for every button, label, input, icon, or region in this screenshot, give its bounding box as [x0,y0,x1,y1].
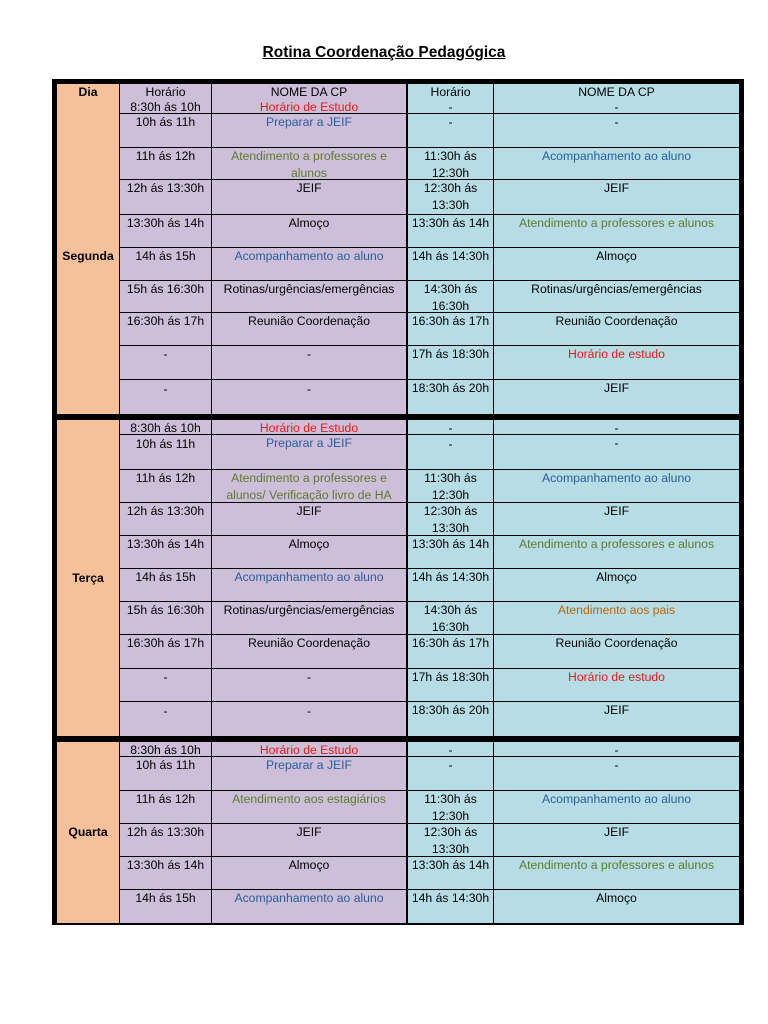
header-dia: Dia [57,84,119,99]
activity: Almoço [212,857,406,889]
activity: Rotinas/urgências/emergências [494,281,739,312]
activity: Horário de estudo [494,669,739,701]
time-slot: 14h ás 14:30h [408,569,493,601]
time-slot: 14h ás 14:30h [408,890,493,923]
time-slot: 12h ás 13:30h [120,180,211,214]
activity: Atendimento a professores e alunos [494,536,739,568]
activity: Almoço [494,569,739,601]
time-slot: 13:30h ás 14h [408,215,493,247]
time-slot: 16:30h ás 17h [120,635,211,668]
activity: Acompanhamento ao aluno [494,470,739,502]
activity: Rotinas/urgências/emergências [212,281,406,312]
time-slot: 12:30h ás 13:30h [408,824,493,856]
day-label: Terça [57,420,119,736]
activity: JEIF [494,380,739,414]
time-slot: 12h ás 13:30h [120,503,211,535]
time-slot: 14h ás 15h [120,248,211,280]
time-slot: 10h ás 11h [120,757,211,790]
activity: - [494,742,739,756]
time-slot: 10h ás 11h [120,114,211,147]
time-slot: 14:30h ás 16:30h [408,602,493,634]
activity: Reunião Coordenação [212,313,406,345]
activity: Reunião Coordenação [494,635,739,668]
activity: Acompanhamento ao aluno [212,890,406,923]
time-slot: 11h ás 12h [120,791,211,823]
time-slot: 14h ás 15h [120,890,211,923]
activity: Preparar a JEIF [212,435,406,469]
activity: Almoço [212,536,406,568]
activity: - [494,757,739,790]
activity: Atendimento aos pais [494,602,739,634]
time-slot: 11h ás 12h [120,148,211,179]
time-slot: 12h ás 13:30h [120,824,211,856]
activity: Horário de Estudo [212,99,406,113]
time-slot: - [408,435,493,469]
activity: Atendimento a professores e alunos [494,857,739,889]
activity: Atendimento a professores e alunos/ Verificação livro de HA [212,470,406,502]
schedule-table [52,79,744,925]
time-slot: 16:30h ás 17h [120,313,211,345]
activity: - [494,435,739,469]
activity: Atendimento a professores e alunos [494,215,739,247]
activity: Reunião Coordenação [494,313,739,345]
time-slot: 13:30h ás 14h [120,857,211,889]
time-slot: - [408,114,493,147]
day-label: Quarta [57,742,119,923]
time-slot: 16:30h ás 17h [408,313,493,345]
activity: - [494,114,739,147]
activity: Atendimento aos estagiários [212,791,406,823]
time-slot: 14h ás 15h [120,569,211,601]
time-slot: 13:30h ás 14h [120,536,211,568]
header-horario-2: Horário [408,84,493,99]
activity: - [212,702,406,736]
activity: Preparar a JEIF [212,757,406,790]
activity: Reunião Coordenação [212,635,406,668]
header-nome-cp-2: NOME DA CP [494,84,739,99]
time-slot: 12:30h ás 13:30h [408,180,493,214]
header-nome-cp-1: NOME DA CP [212,84,406,99]
activity: Preparar a JEIF [212,114,406,147]
activity: JEIF [494,180,739,214]
time-slot: - [408,757,493,790]
activity: - [212,380,406,414]
time-slot: 13:30h ás 14h [408,857,493,889]
time-slot: 18:30h ás 20h [408,702,493,736]
time-slot: - [120,380,211,414]
time-slot: 18:30h ás 20h [408,380,493,414]
time-slot: 11:30h ás 12:30h [408,470,493,502]
activity: - [212,669,406,701]
time-slot: - [408,99,493,113]
activity: JEIF [494,503,739,535]
time-slot: 8:30h ás 10h [120,742,211,756]
activity: Acompanhamento ao aluno [212,569,406,601]
time-slot: - [120,669,211,701]
activity: JEIF [212,503,406,535]
time-slot: 13:30h ás 14h [408,536,493,568]
time-slot: 8:30h ás 10h [120,420,211,434]
activity: Horário de Estudo [212,742,406,756]
activity: JEIF [212,824,406,856]
header-horario-1: Horário [120,84,211,99]
document-title: Rotina Coordenação Pedagógica [262,44,506,61]
time-slot: 10h ás 11h [120,435,211,469]
time-slot: - [408,742,493,756]
activity: Rotinas/urgências/emergências [212,602,406,634]
time-slot: - [120,346,211,379]
time-slot: - [408,420,493,434]
time-slot: 17h ás 18:30h [408,346,493,379]
time-slot: 15h ás 16:30h [120,602,211,634]
time-slot: 14:30h ás 16:30h [408,281,493,312]
time-slot: 11:30h ás 12:30h [408,148,493,179]
time-slot: - [120,702,211,736]
activity: Horário de estudo [494,346,739,379]
activity: Almoço [494,248,739,280]
time-slot: 13:30h ás 14h [120,215,211,247]
activity: Horário de Estudo [212,420,406,434]
activity: Atendimento a professores e alunos [212,148,406,179]
day-label: Segunda [57,99,119,414]
activity: JEIF [494,702,739,736]
time-slot: 11:30h ás 12:30h [408,791,493,823]
time-slot: 8:30h ás 10h [120,99,211,113]
activity: Almoço [494,890,739,923]
activity: - [494,99,739,113]
activity: Acompanhamento ao aluno [494,791,739,823]
activity: - [494,420,739,434]
time-slot: 11h ás 12h [120,470,211,502]
activity: Acompanhamento ao aluno [494,148,739,179]
time-slot: 15h ás 16:30h [120,281,211,312]
activity: - [212,346,406,379]
activity: JEIF [494,824,739,856]
time-slot: 14h ás 14:30h [408,248,493,280]
activity: Almoço [212,215,406,247]
time-slot: 17h ás 18:30h [408,669,493,701]
activity: Acompanhamento ao aluno [212,248,406,280]
activity: JEIF [212,180,406,214]
time-slot: 12:30h ás 13:30h [408,503,493,535]
time-slot: 16:30h ás 17h [408,635,493,668]
